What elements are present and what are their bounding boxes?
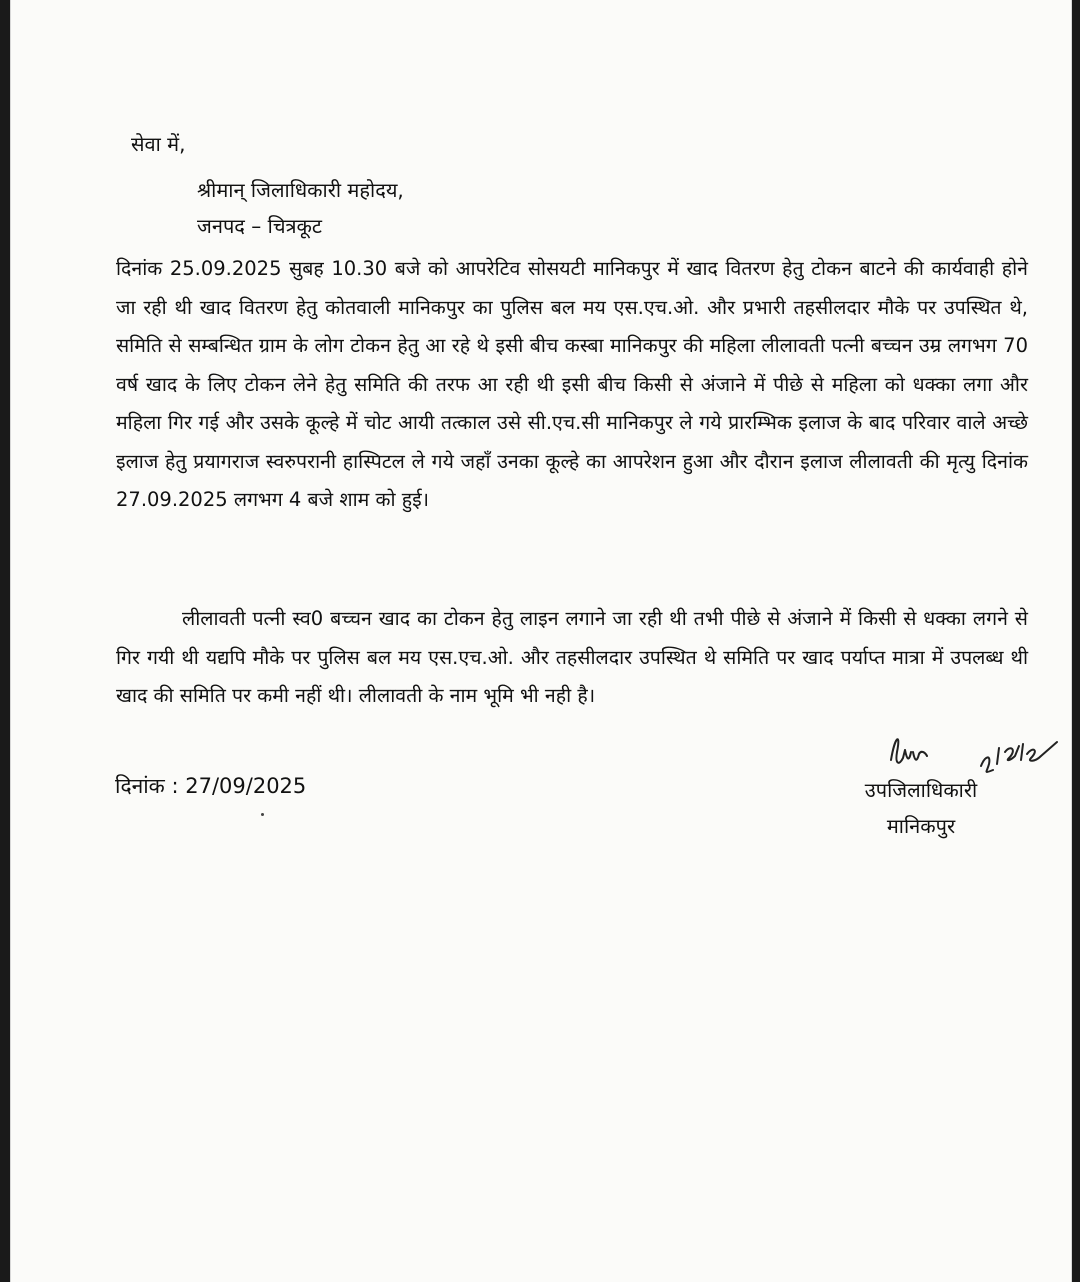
letter-date: दिनांक : 27/09/2025 [115, 774, 307, 798]
ink-dot [261, 813, 264, 816]
signatory-place: मानिकपुर [886, 814, 956, 838]
addressee-title: श्रीमान् जिलाधिकारी महोदय, [197, 178, 404, 202]
signatory-block [841, 772, 1001, 844]
addressee-district: जनपद – चित्रकूट [197, 214, 322, 238]
signatory-designation: उपजिलाधिकारी [864, 778, 978, 802]
addressee-block [197, 172, 404, 244]
letter-page [10, 0, 1072, 1282]
salutation: सेवा में, [131, 132, 186, 156]
body-paragraph-1: दिनांक 25.09.2025 सुबह 10.30 बजे को आपरेटिव सोसयटी मानिकपुर में खाद वितरण हेतु टोकन बाटने की कार्यवाही होने जा रही थी खाद वितरण हेतु कोतवाली मानिकपुर का पुलिस बल मय एस.एच.ओ. और प्रभारी तहसीलदार मौके पर उपस्थित थे, समिति से सम्बन्धित ग्राम के लोग टोकन हेतु आ रहे थे इसी बीच कस्बा मानिकपुर की महिला लीलावती पत्नी बच्चन उम्र लगभग 70 वर्ष खाद के लिए टोकन लेने हेतु समिति की तरफ आ रही थी इसी बीच किसी से अंजाने में पीछे से महिला को धक्का लगा और महिला गिर गई और उसके कूल्हे में चोट आयी तत्काल उसे सी.एच.सी मानिकपुर ले गये प्रारम्भिक इलाज के बाद परिवार वाले अच्छे इलाज हेतु प्रयागराज स्वरुपरानी हास्पिटल ले गये जहाँ उनका कूल्हे का आपरेशन हुआ और दौरान इलाज लीलावती की मृत्यु दिनांक 27.09.2025 लगभग 4 बजे शाम को हुई। [116, 257, 1028, 511]
body-paragraph-2: लीलावती पत्नी स्व0 बच्चन खाद का टोकन हेतु लाइन लगाने जा रही थी तभी पीछे से अंजाने में किसी से धक्का लगने से गिर गयी थी यद्यपि मौके पर पुलिस बल मय एस.एच.ओ. और तहसीलदार उपस्थित थे समिति पर खाद पर्याप्त मात्रा में उपलब्ध थी खाद की समिति पर कमी नहीं थी। लीलावती के नाम भूमि भी नही है। [116, 607, 1028, 707]
